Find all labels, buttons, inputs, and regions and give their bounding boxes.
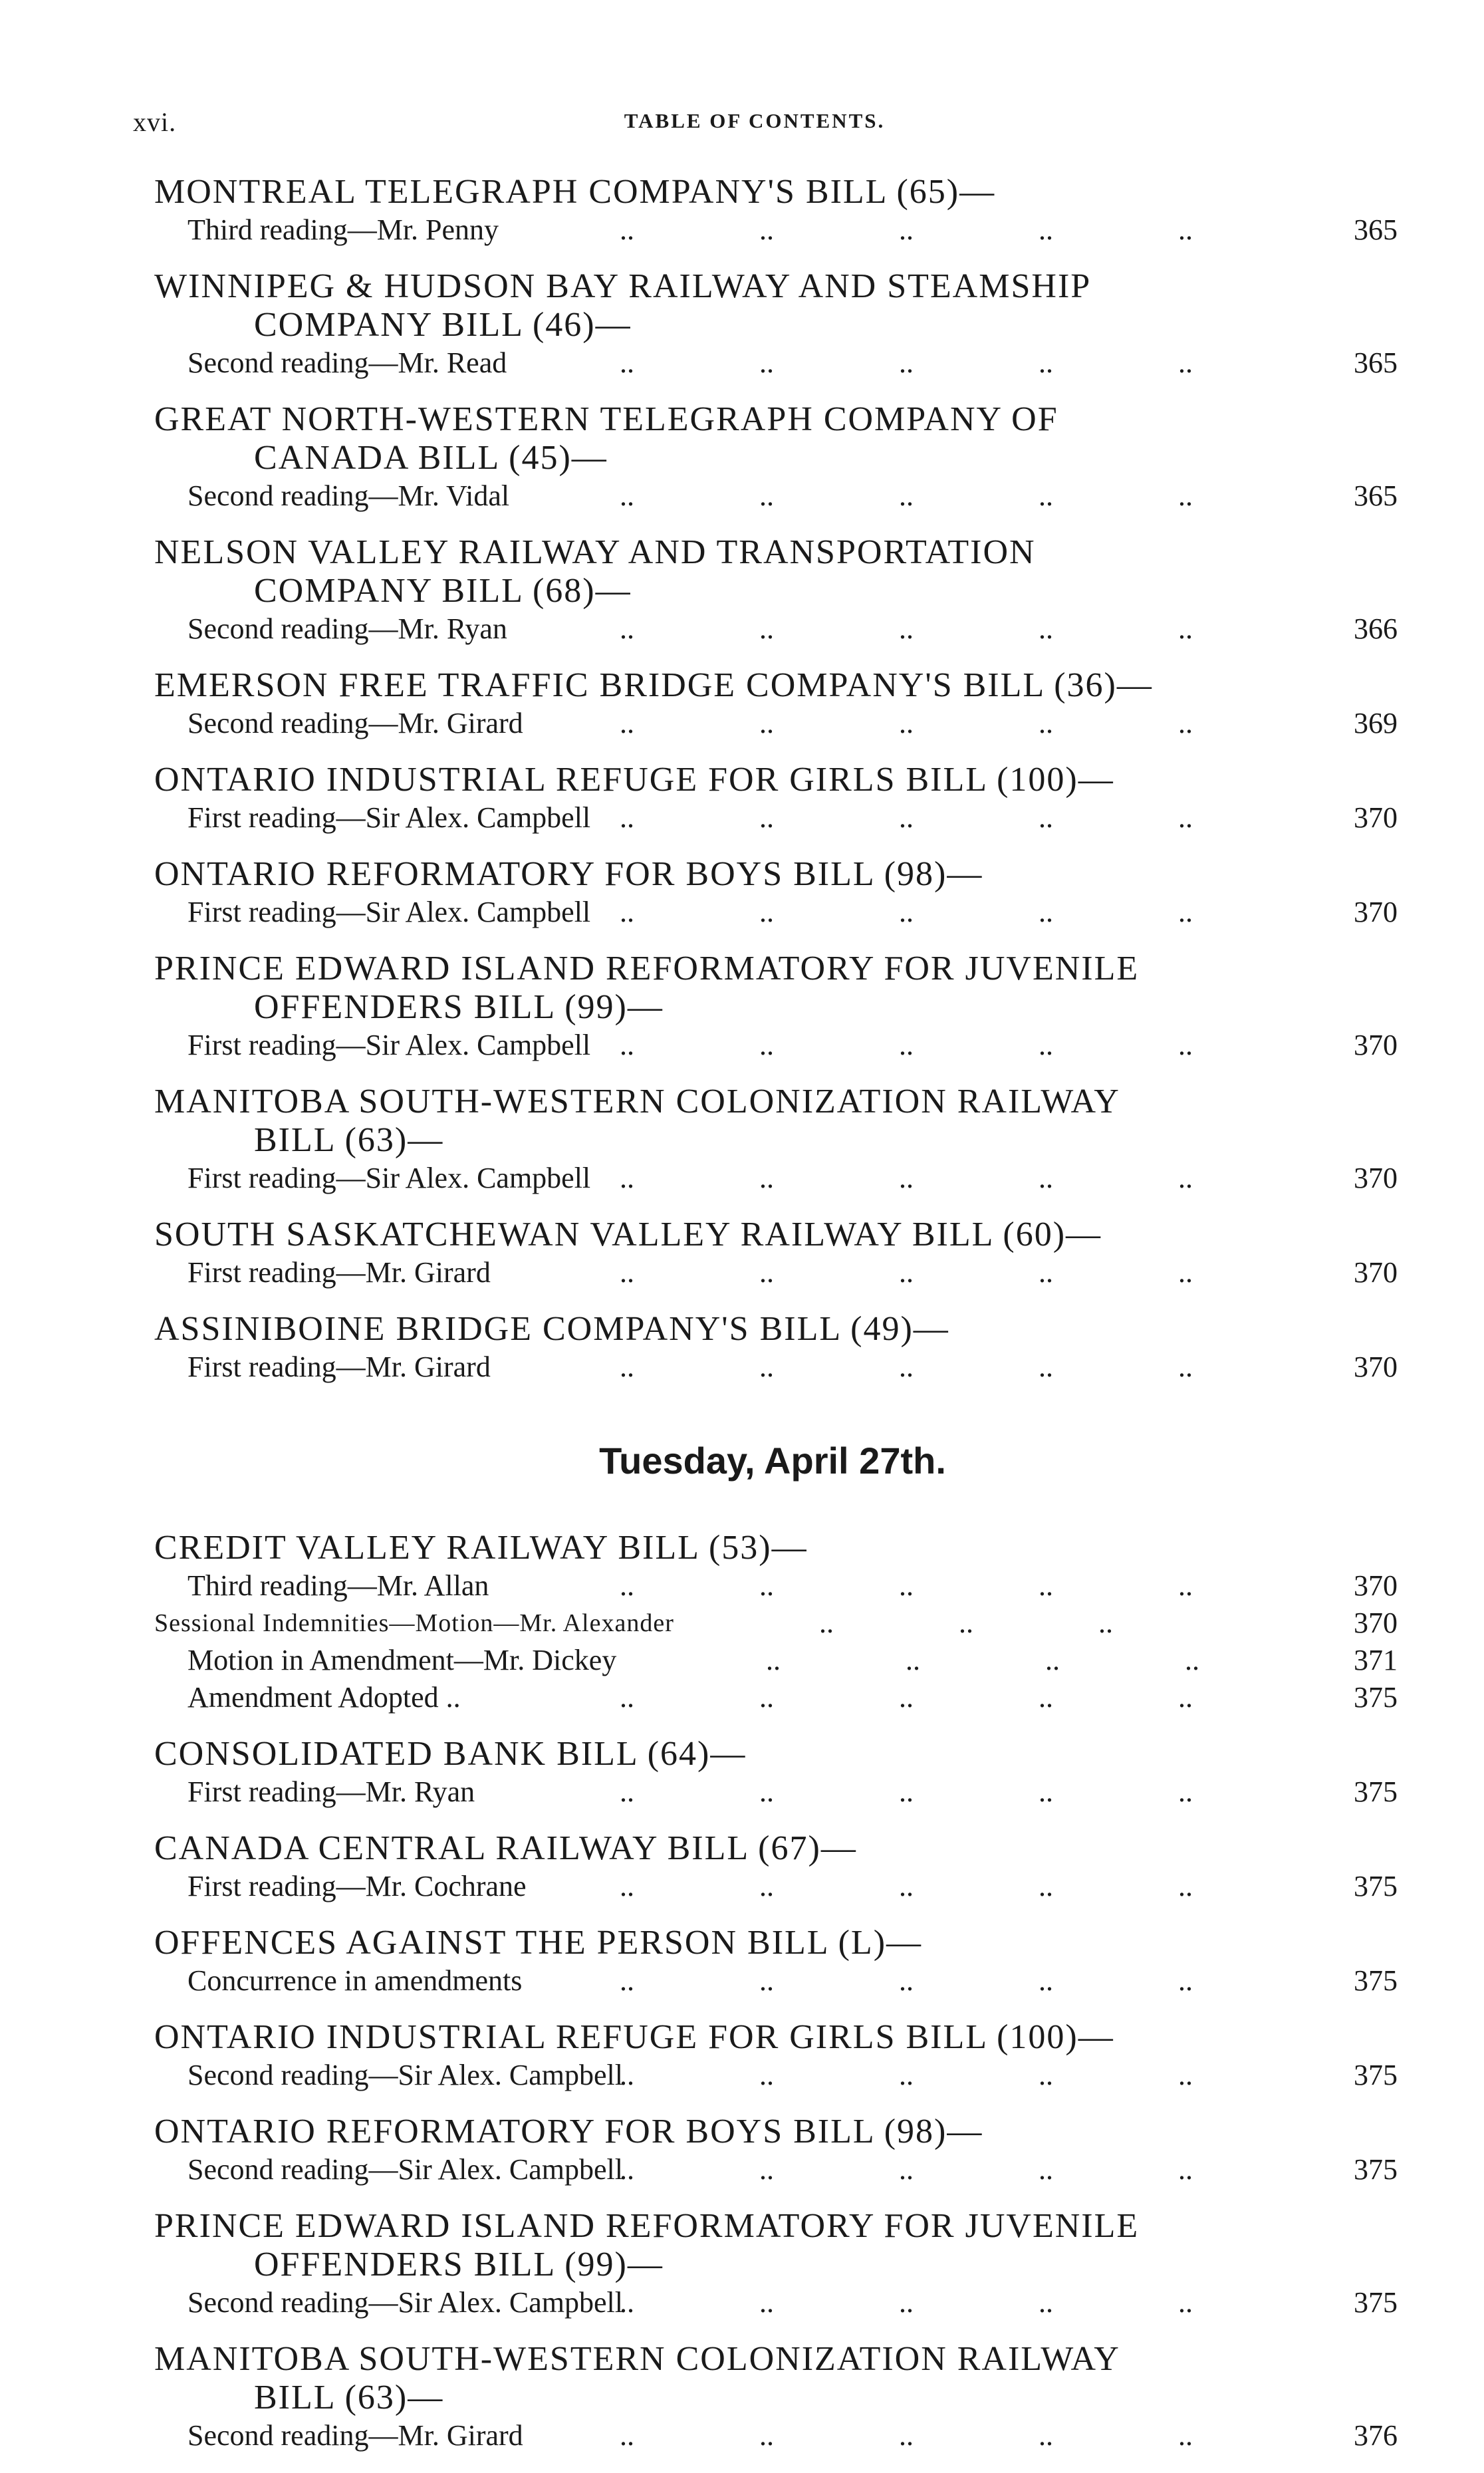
entry-subline	[154, 2151, 1398, 2188]
entry-title: ONTARIO INDUSTRIAL REFUGE FOR GIRLS BILL (100)—	[154, 2018, 1114, 2056]
leader-dots: .. .. ..	[819, 1607, 1113, 1639]
section-2	[154, 1735, 1398, 2454]
leader-dots: .. .. .. .. ..	[620, 1775, 1193, 1808]
toc-entry	[154, 666, 1398, 742]
entry-subline	[154, 1349, 1398, 1386]
entry-subline	[154, 1868, 1398, 1905]
leader-dots: .. .. .. .. ..	[620, 213, 1193, 246]
leader-dots: .. .. .. .. ..	[620, 1964, 1193, 1997]
leader-dots: .. .. .. .. ..	[620, 612, 1193, 645]
entry-subtitle: Second reading—Mr. Read	[187, 344, 513, 382]
leader-dots: .. .. .. .. ..	[620, 1162, 1193, 1194]
toc-entry	[154, 2340, 1398, 2454]
leader-dots: .. .. .. .. ..	[620, 479, 1193, 512]
entry-page: 375	[1354, 2059, 1398, 2091]
entry-page: 370	[1354, 896, 1398, 928]
toc-entry	[154, 1216, 1398, 1291]
entry-subtitle: Second reading—Mr. Ryan	[187, 610, 514, 648]
entry-subline-sessional	[154, 1605, 1398, 1642]
entry-page: 375	[1354, 2153, 1398, 2186]
toc-entry	[154, 1735, 1398, 1811]
entry-title: ONTARIO REFORMATORY FOR BOYS BILL (98)—	[154, 855, 983, 893]
entry-page: 375	[1354, 1964, 1398, 1997]
running-header	[106, 106, 1403, 137]
entry-page: 371	[1354, 1644, 1398, 1676]
toc-entry	[154, 2207, 1398, 2321]
entry-title: NELSON VALLEY RAILWAY AND TRANSPORTATION COMPANY BILL (68)—	[154, 533, 1036, 610]
leader-dots: .. .. .. .. ..	[620, 2153, 1193, 2186]
entry-page: 370	[1354, 1607, 1398, 1639]
entry-page: 370	[1354, 801, 1398, 834]
entry-subtitle: First reading—Sir Alex. Campbell	[187, 894, 597, 931]
entry-subtitle: Second reading—Sir Alex. Campbell	[187, 2057, 630, 2094]
contents-list	[154, 173, 1398, 2473]
toc-entry	[154, 1083, 1398, 1197]
entry-subline	[154, 1254, 1398, 1291]
toc-entry	[154, 2018, 1398, 2094]
leader-dots: .. .. .. .. ..	[620, 707, 1193, 739]
entry-subline	[154, 2417, 1398, 2454]
leader-dots: .. .. .. .. ..	[620, 2059, 1193, 2091]
entry-title: PRINCE EDWARD ISLAND REFORMATORY FOR JUVENILE OFFENDERS BILL (99)—	[154, 2207, 1140, 2283]
entry-title: ASSINIBOINE BRIDGE COMPANY'S BILL (49)—	[154, 1310, 949, 1348]
leader-dots: .. .. .. .. ..	[620, 1569, 1193, 1602]
entry-page: 370	[1354, 1256, 1398, 1289]
entry-subtitle: First reading—Sir Alex. Campbell	[187, 799, 597, 837]
entry-title: CREDIT VALLEY RAILWAY BILL (53)—	[154, 1529, 808, 1567]
entry-title: EMERSON FREE TRAFFIC BRIDGE COMPANY'S BILL (36)—	[154, 666, 1153, 704]
entry-page: 365	[1354, 213, 1398, 246]
entry-page: 370	[1354, 1029, 1398, 1061]
entry-title: OFFENCES AGAINST THE PERSON BILL (L)—	[154, 1924, 923, 1962]
entry-page: 375	[1354, 1681, 1398, 1714]
entry-title: MANITOBA SOUTH-WESTERN COLONIZATION RAILWAY BILL (63)—	[154, 2340, 1120, 2416]
toc-entry	[154, 950, 1398, 1064]
toc-entry	[154, 855, 1398, 931]
entry-subline	[154, 799, 1398, 837]
toc-entry	[154, 173, 1398, 249]
section-1	[154, 173, 1398, 1386]
entry-subtitle: Second reading—Mr. Girard	[187, 705, 530, 742]
entry-subline	[154, 2284, 1398, 2321]
entry-title: PRINCE EDWARD ISLAND REFORMATORY FOR JUVENILE OFFENDERS BILL (99)—	[154, 950, 1140, 1026]
entry-subtitle: Second reading—Mr. Vidal	[187, 477, 516, 515]
entry-subline	[154, 211, 1398, 249]
entry-subline	[154, 1027, 1398, 1064]
leader-dots: .. .. .. .. ..	[620, 2419, 1193, 2452]
entry-title: MONTREAL TELEGRAPH COMPANY'S BILL (65)—	[154, 173, 996, 211]
entry-subline	[154, 1567, 1398, 1605]
page-title: TABLE OF CONTENTS.	[624, 109, 886, 132]
entry-title: CANADA CENTRAL RAILWAY BILL (67)—	[154, 1829, 857, 1867]
entry-page: 376	[1354, 2419, 1398, 2452]
entry-page: 370	[1354, 1162, 1398, 1194]
entry-title: GREAT NORTH-WESTERN TELEGRAPH COMPANY OF CANADA BILL (45)—	[154, 400, 1058, 477]
entry-title: SOUTH SASKATCHEWAN VALLEY RAILWAY BILL (60)—	[154, 1216, 1102, 1253]
entry-subtitle: Third reading—Mr. Penny	[187, 211, 505, 249]
entry-title: CONSOLIDATED BANK BILL (64)—	[154, 1735, 747, 1773]
entry-subtitle: Concurrence in amendments	[187, 1962, 529, 2000]
entry-subline	[154, 610, 1398, 648]
toc-entry	[154, 400, 1398, 515]
entry-subline	[154, 1160, 1398, 1197]
entry-title: WINNIPEG & HUDSON BAY RAILWAY AND STEAMSHIP COMPANY BILL (46)—	[154, 267, 1092, 344]
leader-dots: .. .. .. .. ..	[620, 1681, 1193, 1714]
leader-dots: .. .. .. .. ..	[620, 1256, 1193, 1289]
entry-subline	[154, 705, 1398, 742]
leader-dots: .. .. .. .. ..	[620, 1870, 1193, 1902]
entry-subline	[154, 1679, 1398, 1716]
toc-entry	[154, 1310, 1398, 1386]
leader-dots: .. .. .. .. ..	[620, 896, 1193, 928]
entry-subtitle: First reading—Mr. Girard	[187, 1254, 497, 1291]
entry-page: 370	[1354, 1351, 1398, 1383]
entry-subtitle: Motion in Amendment—Mr. Dickey	[187, 1642, 623, 1679]
entry-title: MANITOBA SOUTH-WESTERN COLONIZATION RAILWAY BILL (63)—	[154, 1083, 1120, 1159]
entry-subline	[154, 1962, 1398, 2000]
entry-subtitle: First reading—Mr. Girard	[187, 1349, 497, 1386]
leader-dots: .. .. .. ..	[766, 1644, 1199, 1676]
leader-dots: .. .. .. .. ..	[620, 2286, 1193, 2319]
sessional-title: Sessional Indemnities—Motion—Mr. Alexander	[154, 1605, 681, 1642]
entry-subtitle: Amendment Adopted ..	[187, 1679, 467, 1716]
entry-page: 365	[1354, 346, 1398, 379]
date-heading: Tuesday, April 27th.	[599, 1440, 946, 1482]
entry-subline	[154, 894, 1398, 931]
entry-subtitle: First reading—Mr. Cochrane	[187, 1868, 533, 1905]
entry-subline	[154, 344, 1398, 382]
leader-dots: .. .. .. .. ..	[620, 801, 1193, 834]
entry-page: 375	[1354, 1775, 1398, 1808]
toc-entry	[154, 1829, 1398, 1905]
entry-subtitle: Third reading—Mr. Allan	[187, 1567, 495, 1605]
entry-subtitle: First reading—Mr. Ryan	[187, 1773, 481, 1811]
entry-page: 375	[1354, 2286, 1398, 2319]
entry-page: 365	[1354, 479, 1398, 512]
page-number: xvi.	[133, 107, 177, 137]
leader-dots: .. .. .. .. ..	[620, 1029, 1193, 1061]
entry-subtitle: Second reading—Sir Alex. Campbell	[187, 2284, 630, 2321]
leader-dots: .. .. .. .. ..	[620, 346, 1193, 379]
entry-title: ONTARIO INDUSTRIAL REFUGE FOR GIRLS BILL (100)—	[154, 761, 1114, 799]
entry-subline	[154, 2057, 1398, 2094]
entry-subtitle: First reading—Sir Alex. Campbell	[187, 1160, 597, 1197]
toc-entry	[154, 1924, 1398, 2000]
entry-subtitle: Second reading—Mr. Girard	[187, 2417, 530, 2454]
entry-subtitle: Second reading—Sir Alex. Campbell	[187, 2151, 630, 2188]
toc-entry	[154, 267, 1398, 382]
toc-entry-credit	[154, 1529, 1398, 1716]
toc-entry	[154, 2113, 1398, 2188]
entry-page: 375	[1354, 1870, 1398, 1902]
entry-title: ONTARIO REFORMATORY FOR BOYS BILL (98)—	[154, 2113, 983, 2150]
toc-entry	[154, 761, 1398, 837]
entry-subline	[154, 1773, 1398, 1811]
toc-entry	[154, 533, 1398, 648]
entry-subtitle: First reading—Sir Alex. Campbell	[187, 1027, 597, 1064]
leader-dots: .. .. .. .. ..	[620, 1351, 1193, 1383]
entry-page: 366	[1354, 612, 1398, 645]
entry-subline	[154, 477, 1398, 515]
entry-subline	[154, 1642, 1398, 1679]
entry-page: 369	[1354, 707, 1398, 739]
entry-page: 370	[1354, 1569, 1398, 1602]
